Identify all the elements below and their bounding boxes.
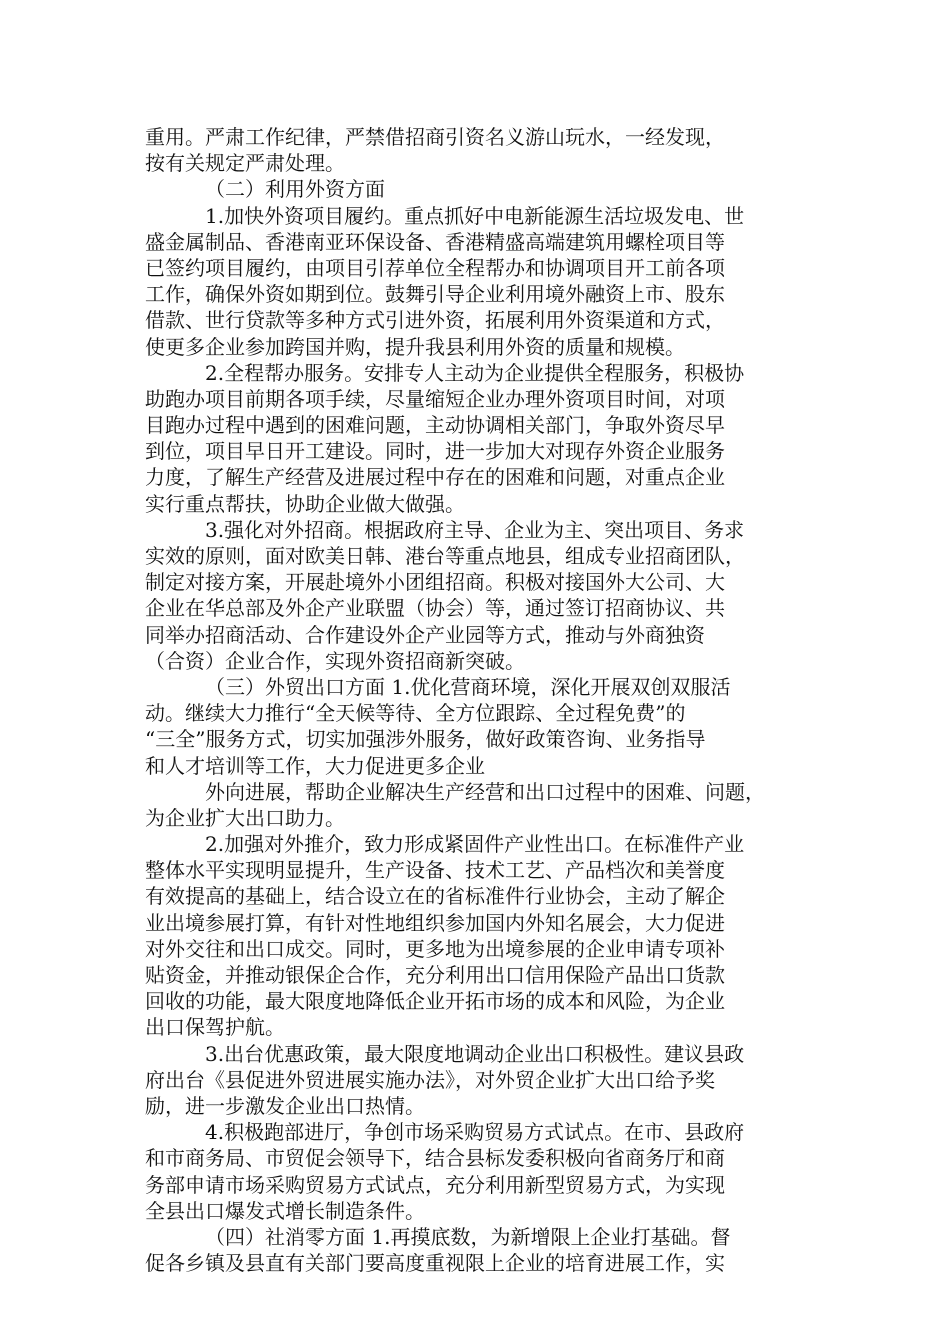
text-line: 2.全程帮办服务。安排专人主动为企业提供全程服务，积极协: [205, 360, 745, 385]
text-line: 2.加强对外推介，致力形成紧固件产业性出口。在标准件产业: [205, 832, 745, 857]
text-line: 力度，了解生产经营及进展过程中存在的困难和问题，对重点企业: [145, 465, 725, 490]
text-line: 府出台《县促进外贸进展实施办法》，对外贸企业扩大出口给予奖: [145, 1067, 715, 1092]
text-line: 整体水平实现明显提升，生产设备、技术工艺、产品档次和美誉度: [145, 858, 725, 883]
text-line: （合资）企业合作，实现外资招商新突破。: [145, 648, 525, 673]
text-line: 3.强化对外招商。根据政府主导、企业为主、突出项目、务求: [205, 517, 745, 542]
text-line: 同举办招商活动、合作建设外企产业园等方式，推动与外商独资: [145, 622, 705, 647]
text-line: 使更多企业参加跨国并购，提升我县利用外资的质量和规模。: [145, 334, 685, 359]
text-line: 制定对接方案，开展赴境外小团组招商。积极对接国外大公司、大: [145, 570, 725, 595]
text-line: 企业在华总部及外企产业联盟（协会）等，通过签订招商协议、共: [145, 596, 725, 621]
text-line: （三）外贸出口方面 1.优化营商环境，深化开展双创双服活: [205, 674, 731, 699]
text-line: 目跑办过程中遇到的困难问题，主动协调相关部门，争取外资尽早: [145, 413, 725, 438]
text-line: 和市商务局、市贸促会领导下，结合县标发委积极向省商务厅和商: [145, 1146, 725, 1171]
text-line: 对外交往和出口成交。同时，更多地为出境参展的企业申请专项补: [145, 936, 725, 961]
text-line: 动。继续大力推行“全天候等待、全方位跟踪、全过程免费”的: [145, 701, 686, 726]
text-line: 重用。严肃工作纪律，严禁借招商引资名义游山玩水，一经发现，: [145, 125, 725, 149]
text-line: 到位，项目早日开工建设。同时，进一步加大对现存外资企业服务: [145, 439, 725, 464]
text-line: （四）社消零方面 1.再摸底数，为新增限上企业打基础。督: [205, 1224, 731, 1249]
text-line: 回收的功能，最大限度地降低企业开拓市场的成本和风险，为企业: [145, 989, 725, 1014]
text-line: 实效的原则，面对欧美日韩、港台等重点地县，组成专业招商团队，: [145, 544, 745, 568]
text-line: 外向进展，帮助企业解决生产经营和出口过程中的困难、问题，: [205, 779, 765, 804]
text-line: 业出境参展打算，有针对性地组织参加国内外知名展会，大力促进: [145, 910, 725, 935]
text-line: 已签约项目履约，由项目引荐单位全程帮办和协调项目开工前各项: [145, 255, 725, 280]
text-line: 励，进一步激发企业出口热情。: [145, 1093, 425, 1118]
text-line: 促各乡镇及县直有关部门要高度重视限上企业的培育进展工作，实: [145, 1251, 725, 1276]
text-line: 全县出口爆发式增长制造条件。: [145, 1198, 425, 1223]
text-line: 为企业扩大出口助力。: [145, 805, 345, 830]
text-line: 3.出台优惠政策，最大限度地调动企业出口积极性。建议县政: [205, 1041, 745, 1066]
text-line: 工作，确保外资如期到位。鼓舞引导企业利用境外融资上市、股东: [145, 282, 725, 307]
text-line: 实行重点帮扶，协助企业做大做强。: [145, 491, 465, 516]
text-line: 助跑办项目前期各项手续，尽量缩短企业办理外资项目时间，对项: [145, 386, 725, 411]
text-line: 按有关规定严肃处理。: [145, 151, 345, 176]
text-line: 务部申请市场采购贸易方式试点，充分利用新型贸易方式，为实现: [145, 1172, 725, 1197]
text-line: “三全”服务方式，切实加强涉外服务，做好政策咨询、业务指导: [145, 727, 706, 752]
text-line: 盛金属制品、香港南亚环保设备、香港精盛高端建筑用螺栓项目等: [145, 229, 725, 254]
document-body: [145, 124, 815, 1276]
text-line: 有效提高的基础上，结合设立在的省标准件行业协会，主动了解企: [145, 884, 725, 909]
text-line: 和人才培训等工作，大力促进更多企业: [145, 753, 485, 778]
text-line: （二）利用外资方面: [205, 177, 385, 202]
text-line: 4.积极跑部进厅，争创市场采购贸易方式试点。在市、县政府: [205, 1120, 745, 1145]
text-line: 贴资金，并推动银保企合作，充分利用出口信用保险产品出口货款: [145, 963, 725, 987]
text-line: 出口保驾护航。: [145, 1015, 285, 1040]
text-line: 借款、世行贷款等多种方式引进外资，拓展利用外资渠道和方式，: [145, 308, 725, 333]
text-line: 1.加快外资项目履约。重点抓好中电新能源生活垃圾发电、世: [205, 203, 745, 228]
